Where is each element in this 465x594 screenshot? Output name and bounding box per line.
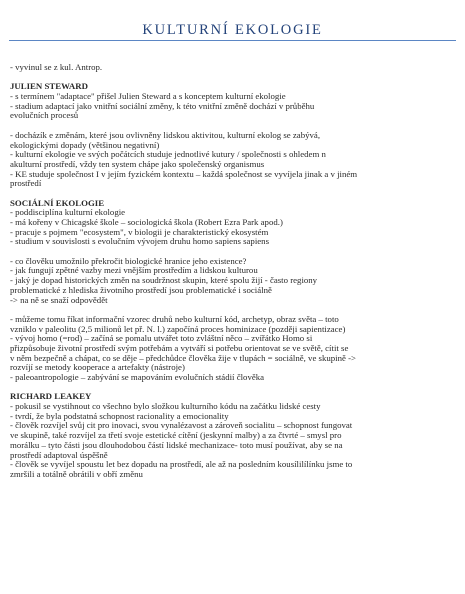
- text-line: - člověk rozvíjel svůj cit pro inovaci, svou vynalézavost a zároveň socialitu – schopnost fungovat: [10, 420, 353, 431]
- text-line: prostředí: [10, 178, 42, 189]
- text-line: - má kořeny v Chicagské škole – sociologická škola (Robert Ezra Park apod.): [10, 217, 283, 227]
- text-line: - pracuje s pojmem "ecosystem", v biologii je charakteristický ekosystém: [10, 226, 269, 237]
- title-underline: [9, 40, 456, 41]
- document-body: [10, 63, 455, 480]
- text-line: - člověk se vyvíjel spoustu let bez dopadu na prostředí, ale až na posledním kousílilílínku jsme to: [10, 459, 353, 470]
- text-line: - stadium adaptací jako vnitřní sociální změny, k této vnitřní změně dochází v průběhu: [10, 100, 315, 111]
- text-line: - vyvinul se z kul. Antrop.: [10, 62, 103, 72]
- text-line: - co člověku umožnilo překročit biologické hranice jeho existence?: [10, 255, 247, 266]
- text-line: problematické z hlediska životního prostředí jsou problematické i sociálně: [10, 284, 272, 295]
- text-line: - paleoantropologie – zabývání se mapováním evolučních stádií člověka: [10, 372, 265, 382]
- text-line: - můžeme tomu říkat informační vzorec druhů nebo kulturní kód, archetyp, obraz světa – toto: [10, 313, 339, 324]
- text-line: - jak fungují zpětné vazby mezi vnějším prostředím a lidskou kulturou: [10, 265, 258, 276]
- text-line: -> na ně se snaží odpovědět: [10, 294, 108, 305]
- text-line: - KE studuje společnost I v jejím fyzickém kontextu – každá společnost se vyvíjela jinak a v jiném: [10, 168, 358, 179]
- text-line: rozvíjí se metody kooperace a artefakty (nástroje): [10, 362, 185, 373]
- text-line: - s termínem "adaptace" přišel Julien Steward a s konceptem kulturní ekologie: [10, 91, 286, 102]
- text-line: - jaký je dopad historických změn na soudržnost skupin, které spolu žijí - často regiony: [10, 275, 318, 286]
- text-line: - pokusil se vystihnout co všechno bylo složkou kulturního kódu na začátku lidské cesty: [10, 401, 321, 412]
- text-line: - poddisciplína kulturní ekologie: [10, 207, 126, 218]
- text-line: přizpůsobuje životní prostředí svým potřebám a vytváří si potřebu orientovat se ve světě, cítit se: [10, 342, 349, 353]
- text-line: - tvrdí, že byla podstatná schopnost racionality a emocionality: [10, 410, 229, 421]
- text-line: - studium v souvislosti s evolučním vývojem druhu homo sapiens sapiens: [10, 236, 270, 247]
- text-line: - docházík e změnám, které jsou ovlivněny lidskou aktivitou, kulturní ekolog se zabývá,: [10, 129, 321, 140]
- text-line: ekologickými dopady (většinou negativní): [10, 139, 160, 150]
- text-line: akulturní prostředí, vždy ten system chápe jako společenský organismus: [10, 158, 265, 169]
- text-line: vzniklo v paleolitu (2,5 milionů let př. N. l.) započíná proces hominizace (později sapientizace): [10, 323, 346, 334]
- text-line: - vývoj homo (=rod) – začíná se pomalu utvářet toto zvláštní něco – zvířátko Homo si: [10, 333, 313, 344]
- section-heading: JULIEN STEWARD: [10, 81, 88, 92]
- page-title: KULTURNÍ EKOLOGIE: [142, 22, 323, 38]
- text-line: evolučních procesů: [10, 110, 79, 121]
- text-line: v něm bezpečně a chápat, co se děje – předchůdce člověka žije v tlupách = sociálně, ve skupině ->: [10, 352, 357, 363]
- text-line: ve skupině, také rozvíjel za třetí svoje estetické cítění (jeskynní malby) a za čtvrté – smysl pro: [10, 430, 342, 441]
- text-line: - kulturní ekologie ve svých počátcích studuje jednotlivé kutury / společnosti s ohledem n: [10, 149, 326, 160]
- text-line: morálku – tyto části jsou dlouhodobou částí lidské mechanizace- toto musí používat, aby se na: [10, 439, 343, 450]
- text-line: prostředí adaptoval úspěšně: [10, 449, 108, 460]
- text-line: zmršili a totálně obrátili v obří změnu: [10, 468, 143, 479]
- section-heading: RICHARD LEAKEY: [10, 391, 92, 402]
- section-heading: SOCIÁLNÍ EKOLOGIE: [10, 197, 105, 208]
